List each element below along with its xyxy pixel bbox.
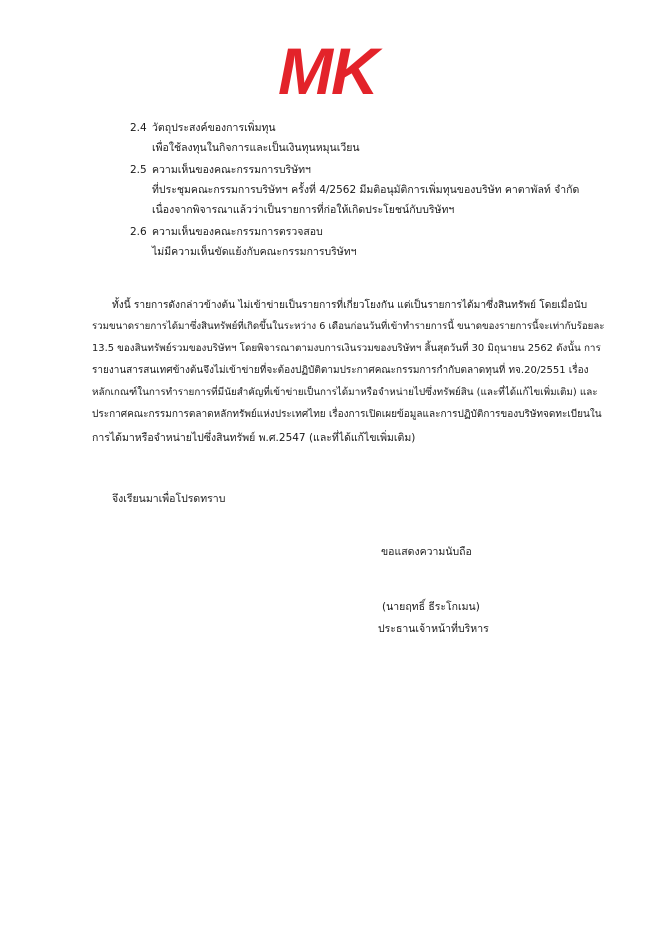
- paragraph-line: รายงานสารสนเทศข้างต้นจึงไม่เข้าข่ายที่จะต้องปฏิบัติตามประกาศคณะกรรมการกำกับตลาดทุนที่ ทจ.20/2551 เรื่อง: [92, 365, 589, 376]
- section-line: ที่ประชุมคณะกรรมการบริษัทฯ ครั้งที่ 4/2562 มีมติอนุมัติการเพิ่มทุนของบริษัท คาตาพัลท์ จำกัด: [152, 184, 580, 196]
- section-line: ไม่มีความเห็นขัดแย้งกับคณะกรรมการบริษัทฯ: [152, 246, 357, 258]
- section-title: ความเห็นของคณะกรรมการตรวจสอบ: [152, 226, 323, 238]
- mk-logo: [278, 44, 394, 98]
- paragraph-line: การได้มาหรือจำหน่ายไปซึ่งสินทรัพย์ พ.ศ.2547 (และที่ได้แก้ไขเพิ่มเติม): [92, 432, 416, 444]
- section-number: 2.4: [130, 122, 147, 134]
- paragraph-line: ทั้งนี้ รายการดังกล่าวข้างต้น ไม่เข้าข่ายเป็นรายการที่เกี่ยวโยงกัน แต่เป็นรายการได้มาซึ่งสินทรัพย์ โดยเมื่อนับ: [112, 300, 588, 311]
- paragraph-line: ประกาศคณะกรรมการตลาดหลักทรัพย์แห่งประเทศไทย เรื่องการเปิดเผยข้อมูลและการปฏิบัติการของบริษัทจดทะเบียนใน: [92, 409, 602, 420]
- closing-notify: จึงเรียนมาเพื่อโปรดทราบ: [112, 493, 226, 505]
- mk-logo-text: MK: [278, 44, 377, 98]
- section-number: 2.6: [130, 226, 147, 238]
- section-title: ความเห็นของคณะกรรมการบริษัทฯ: [152, 164, 311, 176]
- signer-title: ประธานเจ้าหน้าที่บริหาร: [378, 623, 489, 635]
- section-line: เพื่อใช้ลงทุนในกิจการและเป็นเงินทุนหมุนเวียน: [152, 142, 360, 154]
- closing-regards: ขอแสดงความนับถือ: [381, 546, 472, 558]
- paragraph-line: 13.5 ของสินทรัพย์รวมของบริษัทฯ โดยพิจารณาตามงบการเงินรวมของบริษัทฯ สิ้นสุดวันที่ 30 มิถุนายน 2562 ดังนั้น การ: [92, 343, 601, 354]
- paragraph-line: รวมขนาดรายการได้มาซึ่งสินทรัพย์ที่เกิดขึ้นในระหว่าง 6 เดือนก่อนวันที่เข้าทำรายการนี้ ขนาดของรายการนี้จะเท่ากับร้อยละ: [92, 321, 605, 332]
- section-line: เนื่องจากพิจารณาแล้วว่าเป็นรายการที่ก่อให้เกิดประโยชน์กับบริษัทฯ: [152, 204, 455, 216]
- signer-name: (นายฤทธิ์ ธีระโกเมน): [382, 601, 480, 613]
- section-number: 2.5: [130, 164, 147, 176]
- paragraph-line: หลักเกณฑ์ในการทำรายการที่มีนัยสำคัญที่เข้าข่ายเป็นการได้มาหรือจำหน่ายไปซึ่งทรัพย์สิน (และที่ได้แก้ไขเพิ่มเติม) และ: [92, 387, 598, 398]
- section-title: วัตถุประสงค์ของการเพิ่มทุน: [152, 122, 276, 134]
